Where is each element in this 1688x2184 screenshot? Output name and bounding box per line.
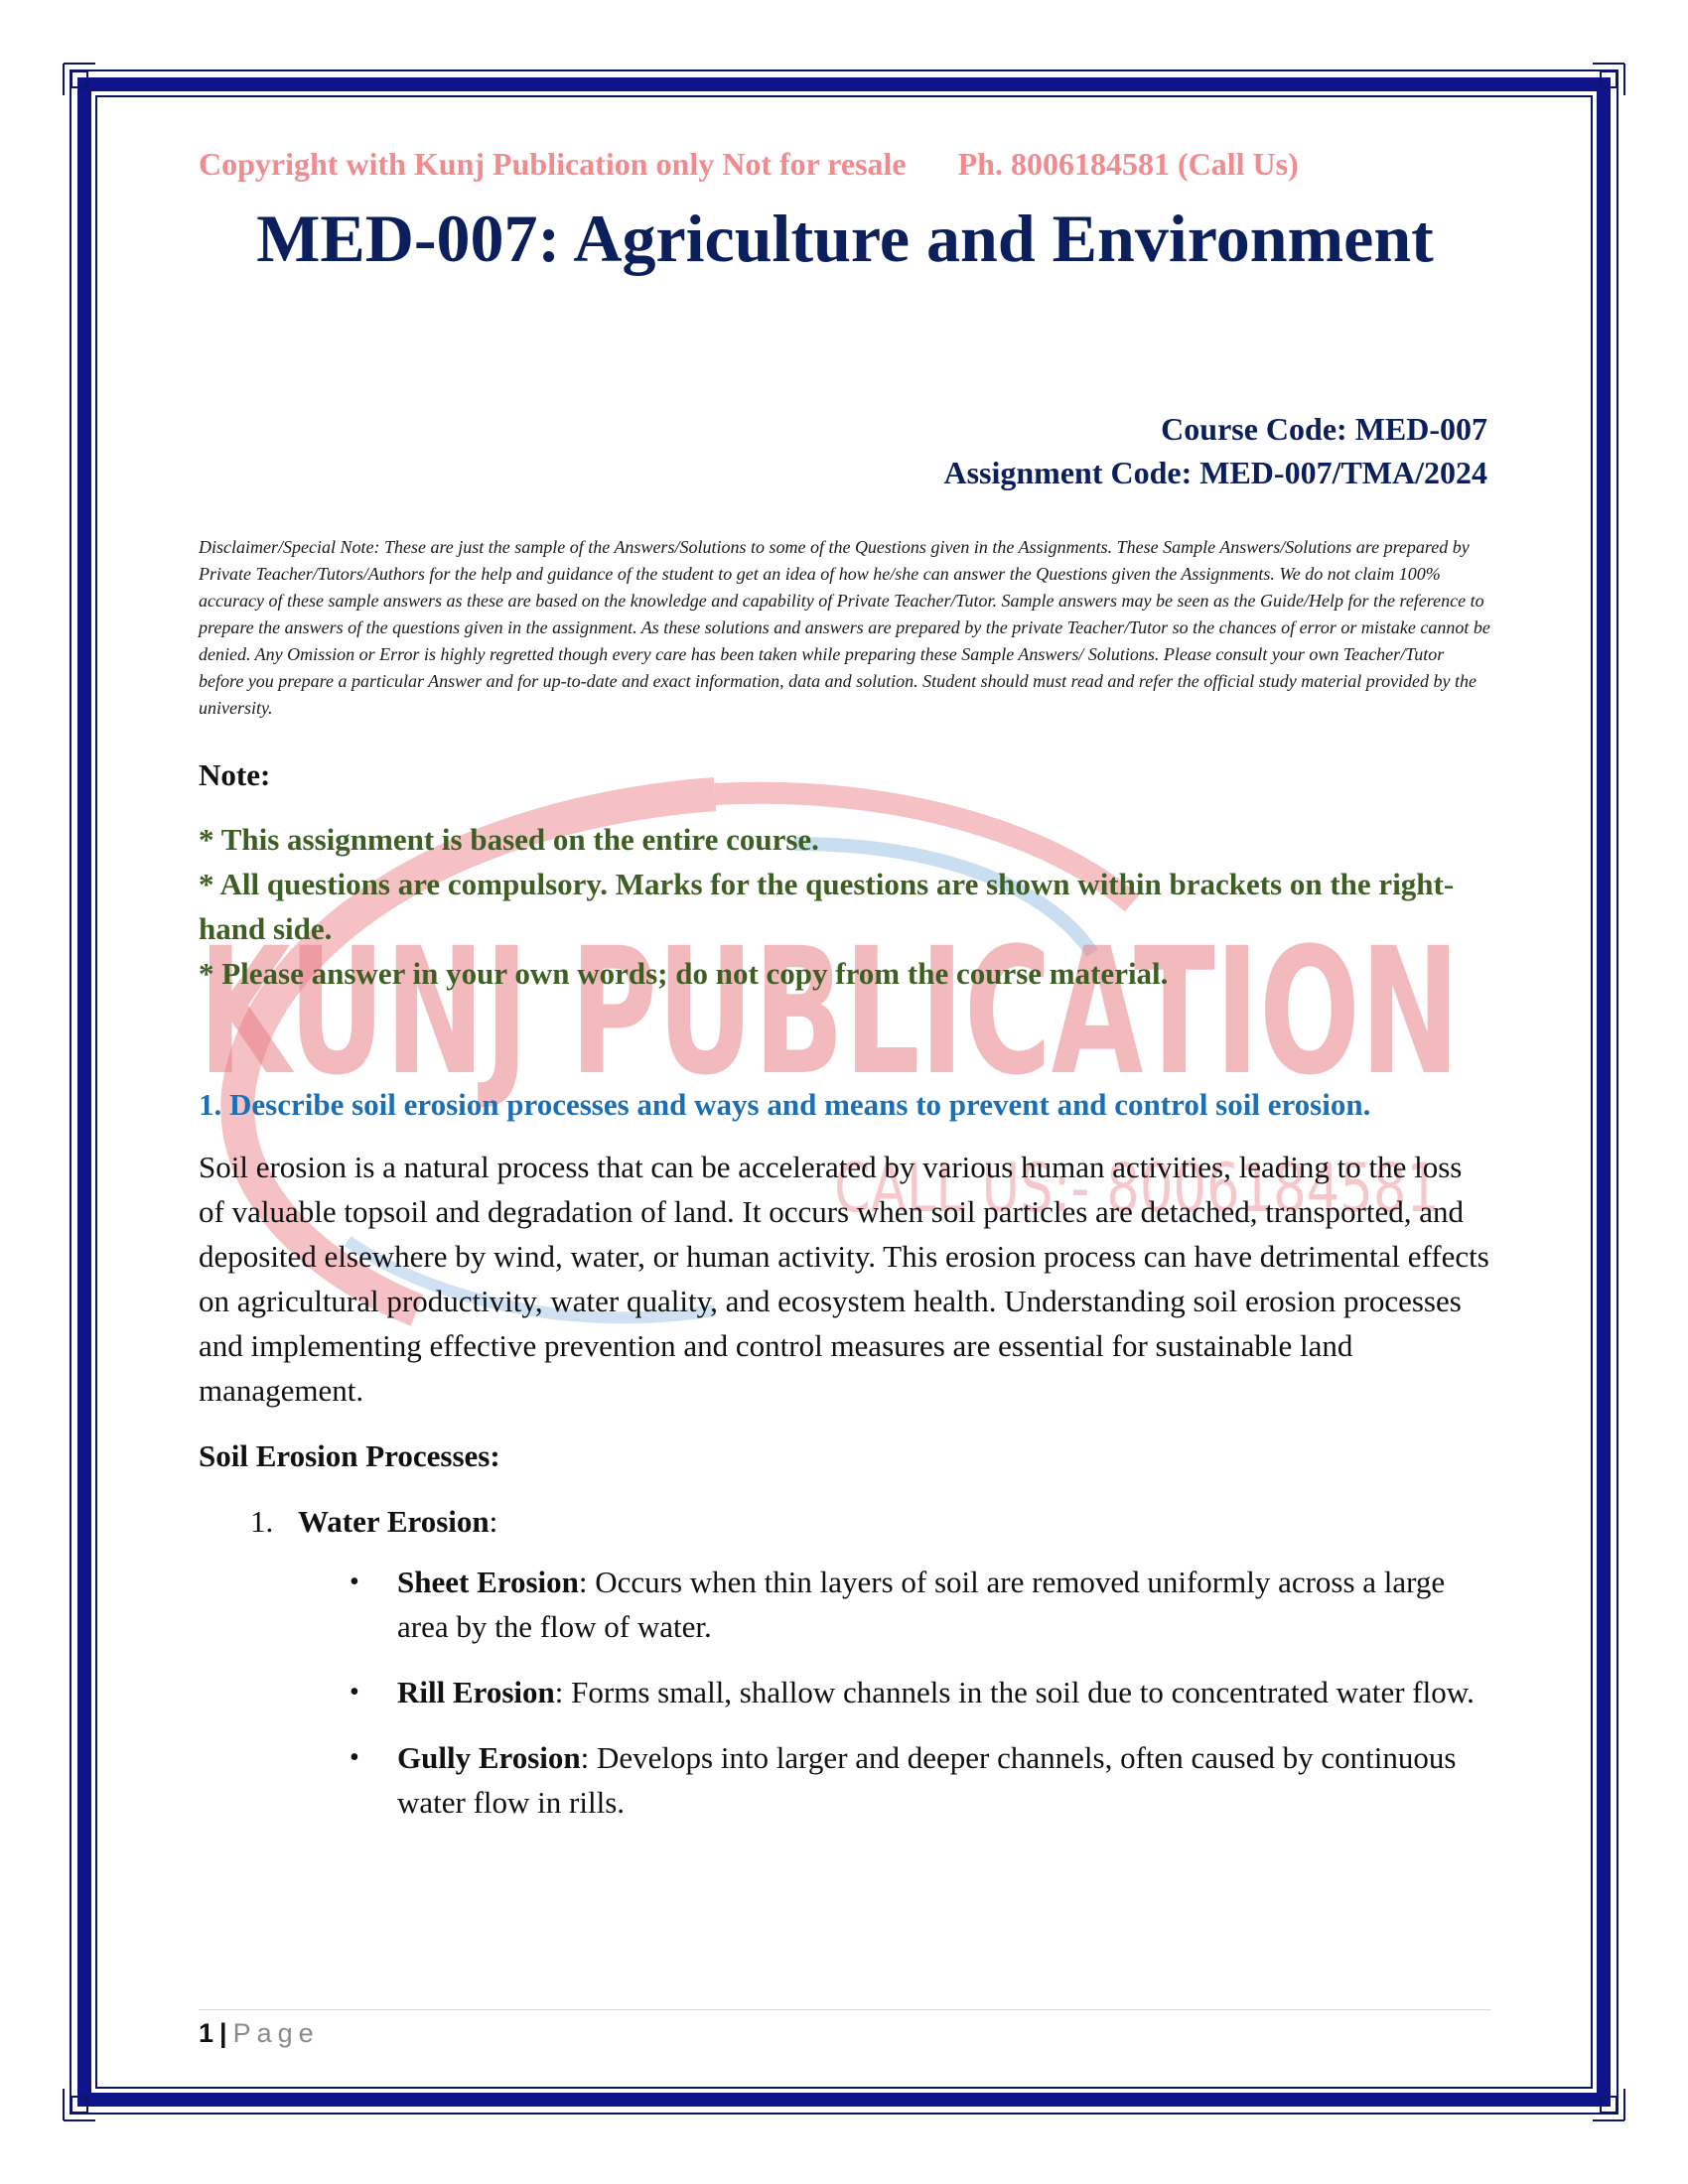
corner-ornament-icon: [60, 2085, 99, 2124]
assignment-code: Assignment Code: MED-007/TMA/2024: [943, 455, 1487, 490]
bullet-item: [350, 1560, 1491, 1649]
note-line: * All questions are compulsory. Marks for the questions are shown within brackets on the right-hand side.: [199, 867, 1455, 946]
footer-separator: |: [219, 2018, 227, 2048]
phone-text: Ph. 8006184581 (Call Us): [957, 146, 1299, 182]
bullet-list: [350, 1560, 1491, 1825]
bullet-icon: •: [350, 1742, 359, 1773]
bullet-text: : Develops into larger and deeper channels, often caused by continuous water flow in rills.: [397, 1740, 1457, 1820]
corner-ornament-icon: [60, 60, 99, 99]
bullet-icon: •: [350, 1677, 359, 1707]
bullet-text: : Occurs when thin layers of soil are removed uniformly across a large area by the flow of water.: [397, 1565, 1446, 1644]
corner-ornament-icon: [1589, 60, 1628, 99]
document-body: [199, 137, 1491, 1845]
section-heading: Soil Erosion Processes:: [199, 1438, 500, 1473]
corner-ornament-icon: [1589, 2085, 1628, 2124]
bullet-item: [350, 1735, 1491, 1825]
bullet-item: [350, 1670, 1491, 1714]
footer-divider: [199, 2009, 1491, 2010]
list-number: 1.: [250, 1504, 274, 1539]
page-number: 1: [199, 2018, 214, 2048]
list-item: [250, 1500, 1491, 1544]
list-term: Water Erosion: [298, 1504, 490, 1539]
watermark-call: CALL US:- 8006184581: [834, 1150, 1440, 1228]
note-heading: Note:: [199, 757, 271, 792]
bullet-term: Gully Erosion: [397, 1740, 581, 1775]
copyright-header: [199, 137, 1491, 191]
bullet-term: Rill Erosion: [397, 1675, 555, 1709]
page-label: Page: [232, 2018, 320, 2048]
bullet-text: : Forms small, shallow channels in the soil due to concentrated water flow.: [554, 1675, 1475, 1709]
course-code: Course Code: MED-007: [1161, 411, 1487, 447]
note-line: * This assignment is based on the entire course.: [199, 822, 819, 857]
watermark-name: KUNJ PUBLICATION: [199, 910, 1460, 1114]
bullet-term: Sheet Erosion: [397, 1565, 579, 1599]
page-footer: [199, 2015, 320, 2051]
note-line: * Please answer in your own words; do not copy from the course material.: [199, 956, 1169, 991]
disclaimer-note: Disclaimer/Special Note: These are just the sample of the Answers/Solutions to some of the Questions given in the Assignments. These Sample Answers/Solutions are prepared by Private Teacher/Tutors/Authors for the help and guidance of the student to get an idea of how he/she can answer the Questions given the Assignments. We do not claim 100% accuracy of these sample answers as these are based on the knowledge and capability of Private Teacher/Tutor. Sample answers may be seen as the Guide/Help for the reference to prepare the answers of the questions given in the assignment. As these solutions and answers are prepared by the private Teacher/Tutor so the chances of error or mistake cannot be denied. Any Omission or Error is highly regretted though every care has been taken while preparing these Sample Answers/ Solutions. Please consult your own Teacher/Tutor before you prepare a particular Answer and for up-to-date and exact information, data and solution. Student should must read and refer the official study material provided by the university.: [199, 537, 1490, 718]
list-suffix: :: [489, 1504, 498, 1539]
codes-block: [199, 407, 1491, 494]
bullet-icon: •: [350, 1567, 359, 1597]
document-title: MED-007: Agriculture and Environment: [256, 201, 1434, 276]
question-1: 1. Describe soil erosion processes and ways and means to prevent and control soil erosion.: [199, 1087, 1371, 1122]
intro-paragraph: Soil erosion is a natural process that can be accelerated by various human activities, leading to the loss of valuable topsoil and degradation of land. It occurs when soil particles are detached, transported, and deposited elsewhere by wind, water, or human activity. This erosion process can have detrimental effects on agricultural productivity, water quality, and ecosystem health. Understanding soil erosion processes and implementing effective prevention and control measures are essential for sustainable land management.: [199, 1150, 1489, 1408]
note-list: [199, 817, 1491, 996]
copyright-text: Copyright with Kunj Publication only Not for resale: [199, 146, 907, 182]
